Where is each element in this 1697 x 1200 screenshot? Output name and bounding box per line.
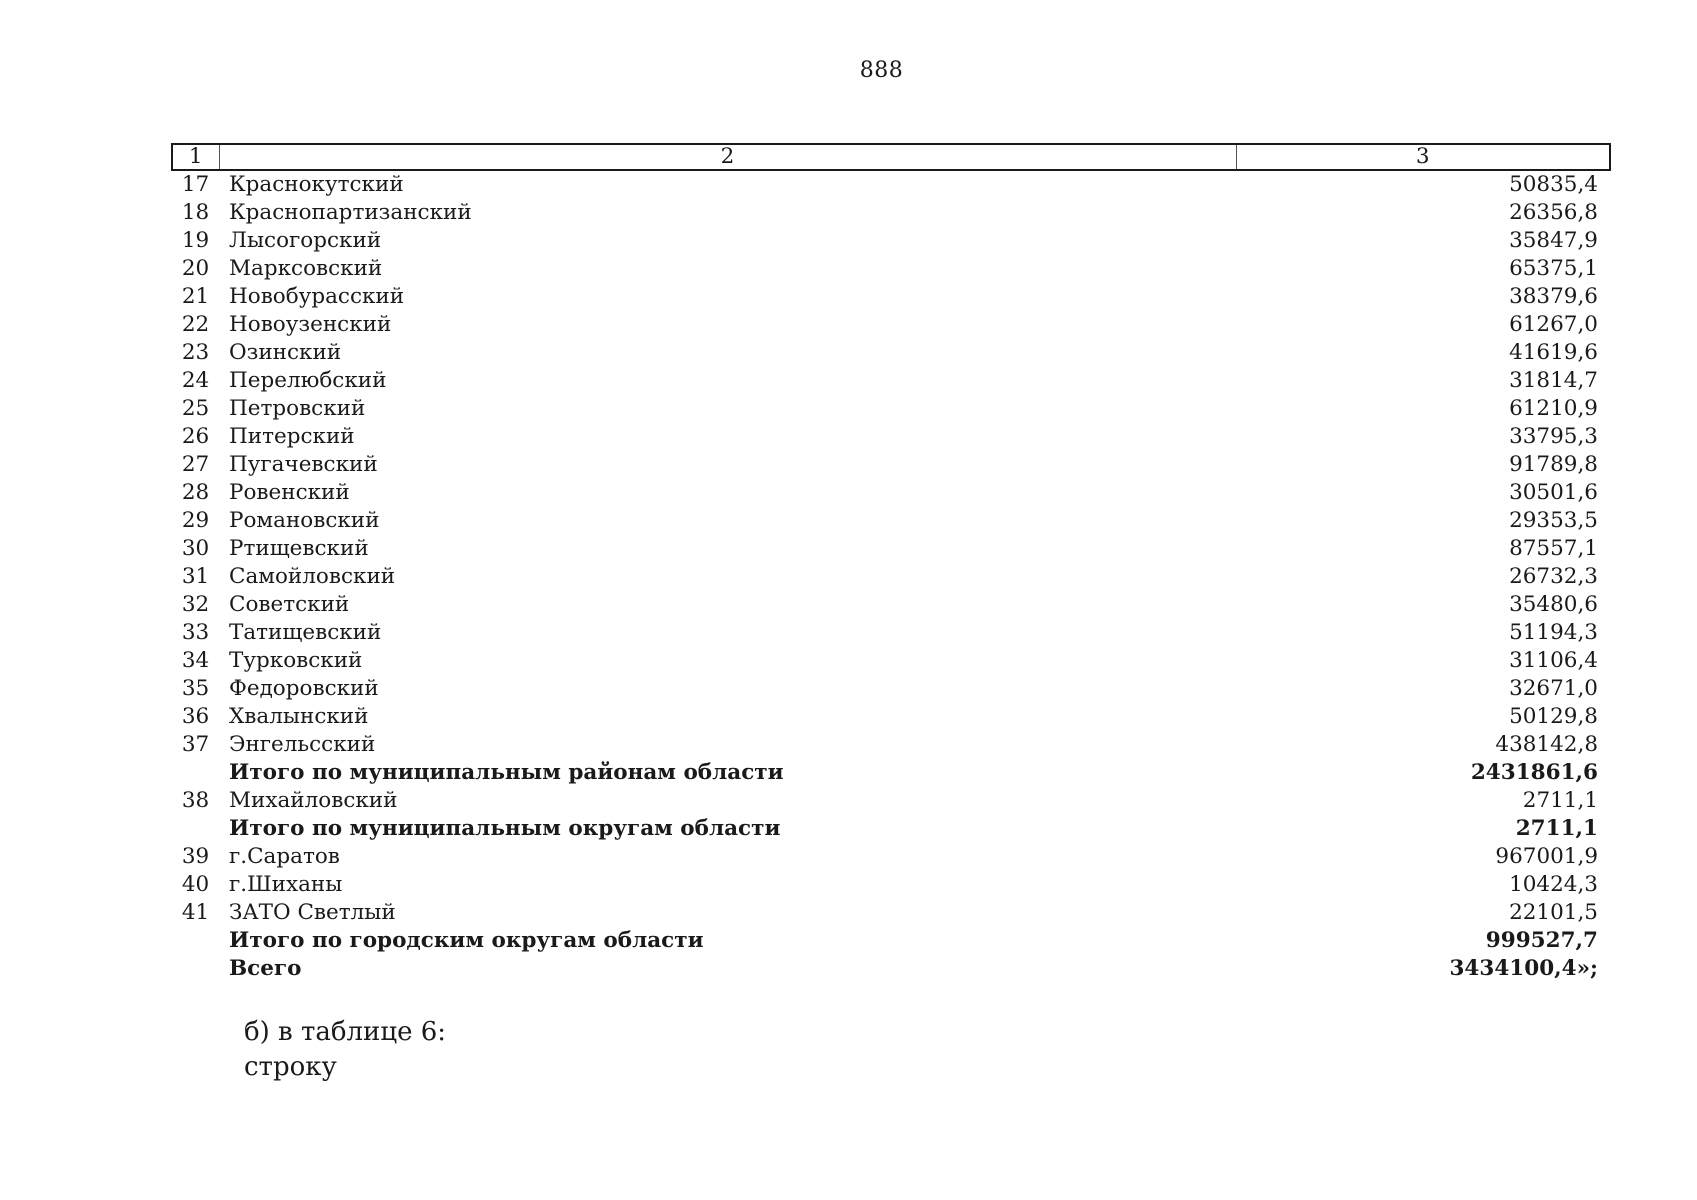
row-name: Татищевский [229, 620, 382, 645]
table-row [172, 899, 1610, 927]
column-header-1: 1 [172, 144, 219, 170]
row-value: 438142,8 [1495, 732, 1598, 757]
row-name: Романовский [229, 508, 380, 533]
row-value: 26732,3 [1509, 564, 1598, 589]
table-row [172, 647, 1610, 675]
table-row [172, 395, 1610, 423]
row-value: 967001,9 [1495, 844, 1598, 869]
row-number: 26 [181, 424, 210, 449]
table-row [172, 311, 1610, 339]
table-row [172, 843, 1610, 871]
amendment-line-2: строку [244, 1052, 337, 1082]
row-value: 32671,0 [1509, 676, 1598, 701]
row-name: г.Саратов [229, 844, 340, 869]
row-number: 23 [181, 340, 210, 365]
row-number: 20 [181, 256, 210, 281]
row-name: Краснопартизанский [229, 200, 472, 225]
row-name: Федоровский [229, 676, 379, 701]
row-number [172, 815, 219, 843]
table-row [172, 479, 1610, 507]
row-number [172, 759, 219, 787]
row-value: 87557,1 [1509, 536, 1598, 561]
row-name: Хвалынский [229, 704, 369, 729]
table-total-row [172, 759, 1610, 787]
row-number: 40 [181, 872, 210, 897]
row-value: 26356,8 [1509, 200, 1598, 225]
row-name: Ровенский [229, 480, 350, 505]
table-header-row [172, 144, 1610, 170]
row-value: 10424,3 [1509, 872, 1598, 897]
table-row [172, 675, 1610, 703]
row-number: 38 [181, 788, 210, 813]
row-number: 18 [181, 200, 210, 225]
table-row [172, 619, 1610, 647]
row-name: Самойловский [229, 564, 396, 589]
row-number: 41 [181, 900, 210, 925]
row-value: 2431861,6 [1470, 760, 1598, 785]
row-number: 22 [181, 312, 210, 337]
row-number: 25 [181, 396, 210, 421]
row-number: 24 [181, 368, 210, 393]
row-number: 21 [181, 284, 210, 309]
table-row [172, 731, 1610, 759]
row-value: 35480,6 [1509, 592, 1598, 617]
row-number: 34 [181, 648, 210, 673]
row-name: Питерский [229, 424, 355, 449]
row-value: 50835,4 [1509, 172, 1598, 197]
row-name: Итого по муниципальным округам области [229, 816, 781, 841]
row-value: 2711,1 [1515, 816, 1598, 841]
row-name: г.Шиханы [229, 872, 343, 897]
page-number: 888 [859, 58, 904, 83]
row-number: 17 [181, 172, 210, 197]
row-name: Марксовский [229, 256, 383, 281]
row-value: 50129,8 [1509, 704, 1598, 729]
column-header-3: 3 [1236, 144, 1610, 170]
table-row [172, 451, 1610, 479]
row-value: 91789,8 [1509, 452, 1598, 477]
row-number: 36 [181, 704, 210, 729]
row-number: 37 [181, 732, 210, 757]
table-row [172, 227, 1610, 255]
row-number: 39 [181, 844, 210, 869]
table-row [172, 563, 1610, 591]
row-name: Ртищевский [229, 536, 369, 561]
table-row [172, 787, 1610, 815]
table-row [172, 170, 1610, 199]
row-value: 29353,5 [1509, 508, 1598, 533]
table-row [172, 703, 1610, 731]
amendment-line: б) в таблице 6: [244, 1017, 447, 1047]
row-name: Советский [229, 592, 350, 617]
row-name: Новоузенский [229, 312, 392, 337]
row-name: Озинский [229, 340, 342, 365]
row-number: 35 [181, 676, 210, 701]
table-row [172, 199, 1610, 227]
row-value: 35847,9 [1509, 228, 1598, 253]
row-number: 33 [181, 620, 210, 645]
row-value: 41619,6 [1509, 340, 1598, 365]
row-value: 2711,1 [1522, 788, 1598, 813]
row-name: Турковский [229, 648, 363, 673]
row-value: 999527,7 [1485, 928, 1598, 953]
row-name: Перелюбский [229, 368, 387, 393]
row-value: 65375,1 [1509, 256, 1598, 281]
row-name: Лысогорский [229, 228, 382, 253]
row-value: 22101,5 [1509, 900, 1598, 925]
row-number: 31 [181, 564, 210, 589]
table-body [172, 170, 1610, 983]
row-name: Михайловский [229, 788, 398, 813]
row-number [172, 955, 219, 983]
row-value: 33795,3 [1509, 424, 1598, 449]
row-number [172, 927, 219, 955]
row-name: Пугачевский [229, 452, 378, 477]
row-name: Итого по муниципальным районам области [229, 760, 784, 785]
table-row [172, 283, 1610, 311]
table-row [172, 871, 1610, 899]
row-number: 32 [181, 592, 210, 617]
allocation-table [171, 143, 1611, 983]
row-value: 61210,9 [1509, 396, 1598, 421]
table-row [172, 423, 1610, 451]
row-number: 19 [181, 228, 210, 253]
table-row [172, 339, 1610, 367]
row-value: 31106,4 [1509, 648, 1598, 673]
table-row [172, 255, 1610, 283]
table-row [172, 591, 1610, 619]
row-value: 30501,6 [1509, 480, 1598, 505]
row-value: 3434100,4»; [1449, 956, 1598, 981]
row-value: 38379,6 [1509, 284, 1598, 309]
table-total-row [172, 955, 1610, 983]
row-number: 28 [181, 480, 210, 505]
row-name: ЗАТО Светлый [229, 900, 396, 925]
column-header-2: 2 [219, 144, 1236, 170]
row-value: 61267,0 [1509, 312, 1598, 337]
row-name: Краснокутский [229, 172, 404, 197]
row-number: 30 [181, 536, 210, 561]
row-name: Петровский [229, 396, 366, 421]
row-name: Всего [229, 956, 302, 981]
row-name: Итого по городским округам области [229, 928, 704, 953]
table-row [172, 535, 1610, 563]
row-value: 51194,3 [1509, 620, 1598, 645]
table-total-row [172, 927, 1610, 955]
table-total-row [172, 815, 1610, 843]
table-row [172, 507, 1610, 535]
row-name: Энгельсский [229, 732, 376, 757]
continuation-text [244, 1015, 446, 1085]
table-row [172, 367, 1610, 395]
row-number: 29 [181, 508, 210, 533]
row-number: 27 [181, 452, 210, 477]
table-header [172, 144, 1610, 170]
row-value: 31814,7 [1509, 368, 1598, 393]
row-name: Новобурасский [229, 284, 405, 309]
